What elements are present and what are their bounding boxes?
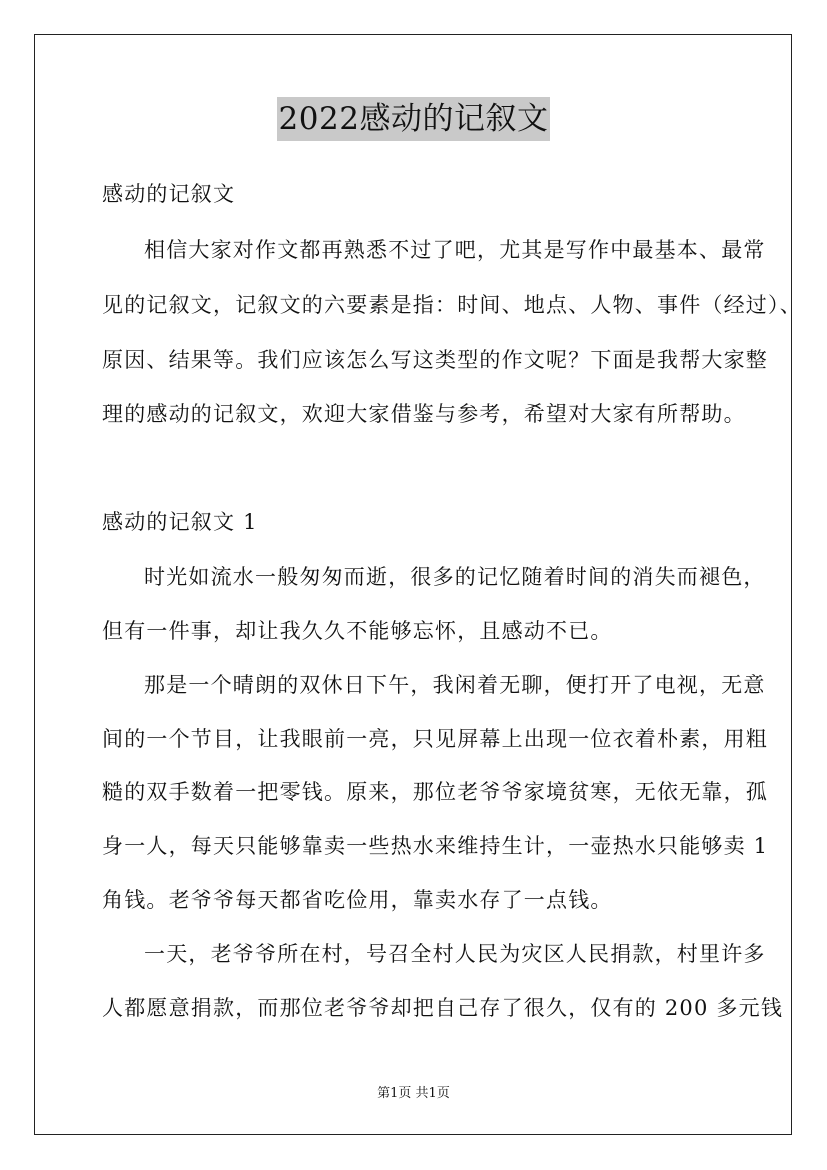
intro-line: 原因、结果等。我们应该怎么写这类型的作文呢？下面是我帮大家整: [102, 348, 768, 372]
paragraph2-line: 身一人，每天只能够靠卖一些热水来维持生计，一壶热水只能够卖 1: [102, 834, 769, 858]
document-title: 2022感动的记叙文: [277, 97, 551, 141]
paragraph3-line: 人都愿意捐款，而那位老爷爷却把自己存了很久，仅有的 200 多元钱: [102, 996, 784, 1020]
paragraph2-line: 角钱。老爷爷每天都省吃俭用，靠卖水存了一点钱。: [102, 888, 613, 912]
paragraph2-line: 糙的双手数着一把零钱。原来，那位老爷爷家境贫寒，无依无靠，孤: [102, 780, 768, 804]
intro-line: 见的记叙文，记叙文的六要素是指：时间、地点、人物、事件（经过）、: [102, 293, 802, 317]
intro-line: 相信大家对作文都再熟悉不过了吧，尤其是写作中最基本、最常: [144, 238, 766, 262]
page-footer: 第1页 共1页: [377, 1086, 450, 1101]
document-subtitle: 感动的记叙文: [102, 182, 236, 206]
paragraph2-line: 那是一个晴朗的双休日下午，我闲着无聊，便打开了电视，无意: [144, 673, 766, 697]
intro-line: 理的感动的记叙文，欢迎大家借鉴与参考，希望对大家有所帮助。: [102, 402, 746, 426]
paragraph1-line: 时光如流水一般匆匆而逝，很多的记忆随着时间的消失而褪色，: [144, 565, 766, 589]
paragraph2-line: 间的一个节目，让我眼前一亮，只见屏幕上出现一位衣着朴素，用粗: [102, 727, 768, 751]
title-container: [0, 97, 827, 141]
section-heading: 感动的记叙文 1: [102, 510, 258, 534]
paragraph3-line: 一天，老爷爷所在村，号召全村人民为灾区人民捐款，村里许多: [144, 942, 766, 966]
paragraph1-line: 但有一件事，却让我久久不能够忘怀，且感动不已。: [102, 619, 613, 643]
